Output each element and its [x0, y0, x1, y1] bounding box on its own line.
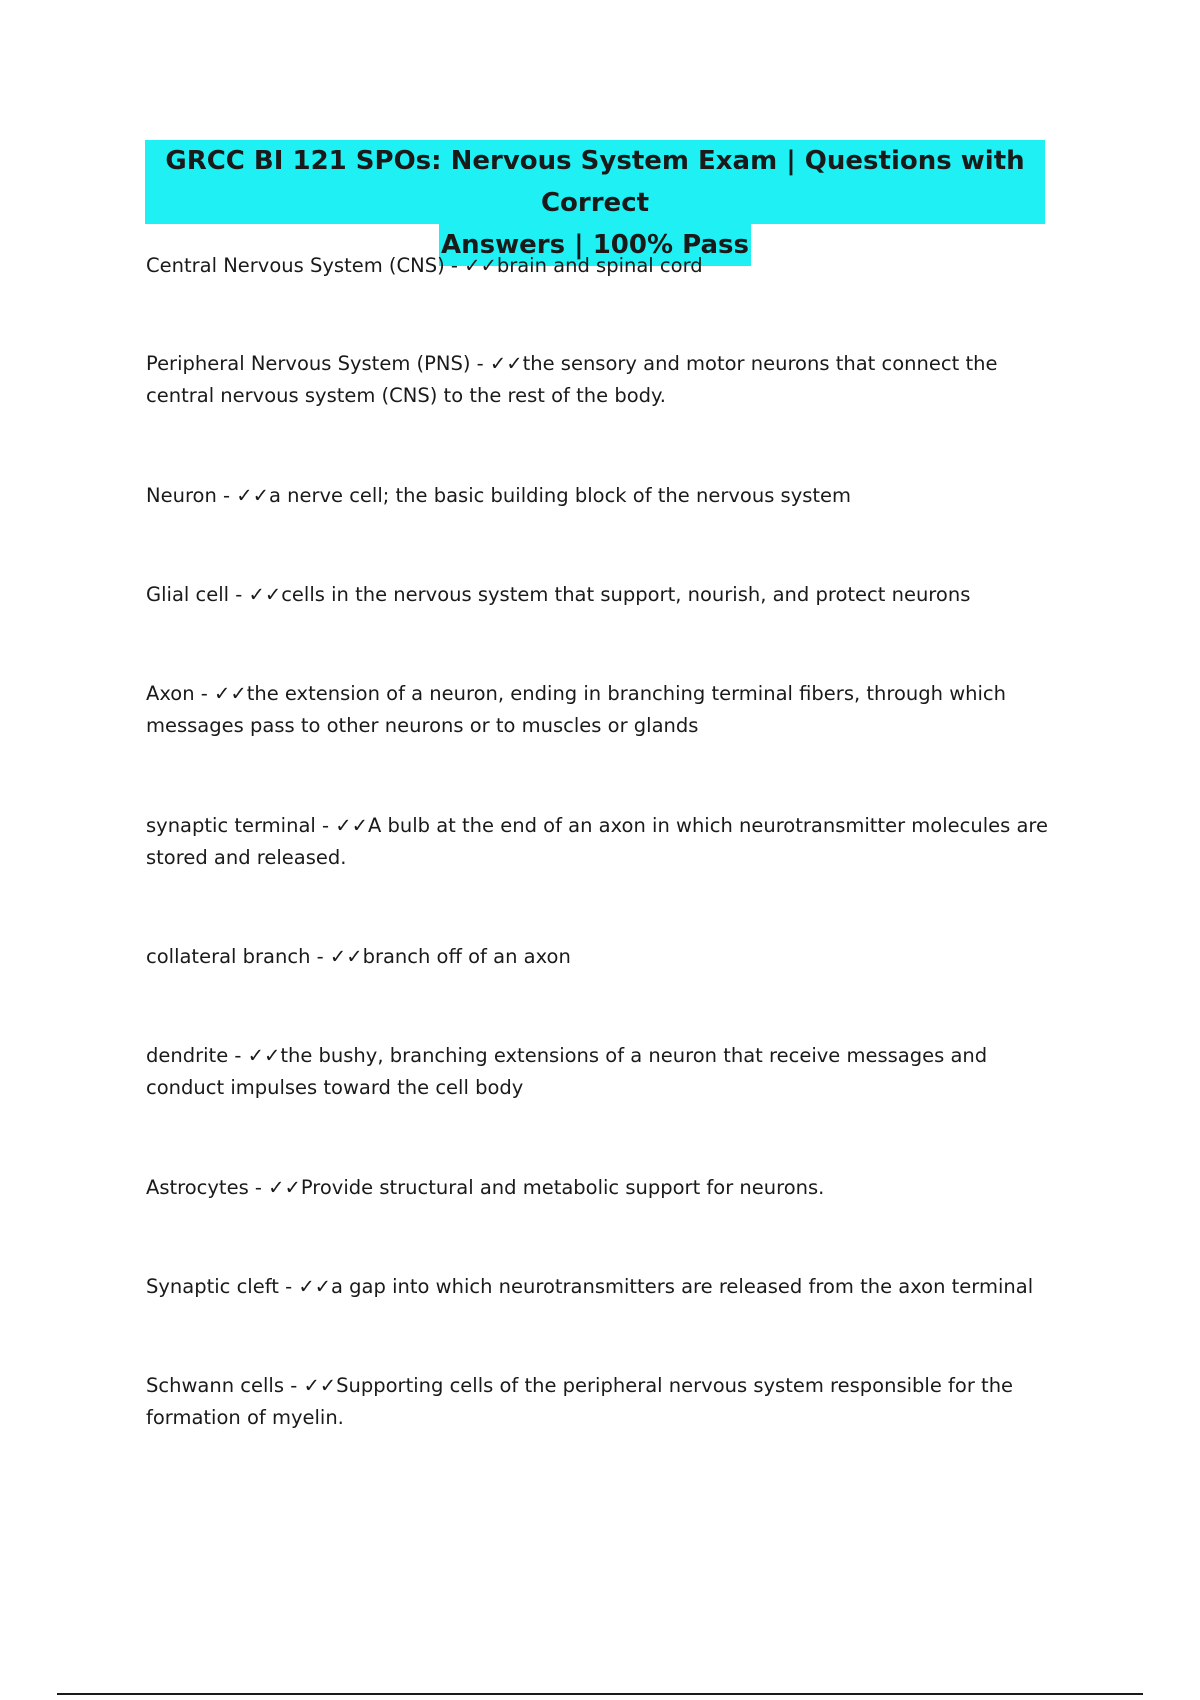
- entry-separator: -: [194, 682, 215, 705]
- entry-separator: -: [216, 484, 237, 507]
- entry-glial-cell: [146, 579, 1066, 611]
- entry-definition: branch off of an axon: [362, 945, 571, 968]
- entry-term: Schwann cells: [146, 1374, 284, 1397]
- entry-separator: -: [310, 945, 330, 968]
- double-check-icon: ✓✓: [214, 682, 247, 705]
- double-check-icon: ✓✓: [298, 1275, 332, 1298]
- entry-definition: Supporting cells of the peripheral nervous system responsible for the formation of myelin.: [146, 1374, 1014, 1429]
- double-check-icon: ✓✓: [464, 254, 497, 277]
- entry-dendrite: [146, 1040, 1066, 1104]
- entry-term: Central Nervous System (CNS): [146, 254, 445, 277]
- entry-schwann-cells: [146, 1370, 1066, 1434]
- entry-term: synaptic terminal: [146, 814, 316, 837]
- entry-definition: Provide structural and metabolic support for neurons.: [300, 1176, 825, 1199]
- double-check-icon: ✓✓: [268, 1176, 301, 1199]
- double-check-icon: ✓✓: [329, 945, 363, 968]
- double-check-icon: ✓✓: [248, 583, 282, 606]
- entry-definition: A bulb at the end of an axon in which neurotransmitter molecules are stored and released.: [146, 814, 1049, 869]
- double-check-icon: ✓✓: [335, 814, 368, 837]
- entry-term: Axon: [146, 682, 195, 705]
- entry-synaptic-cleft: [146, 1271, 1066, 1303]
- entry-axon: [146, 678, 1066, 742]
- entry-term: Synaptic cleft: [146, 1275, 279, 1298]
- entry-definition: the bushy, branching extensions of a neuron that receive messages and conduct impulses toward the cell body: [146, 1044, 988, 1099]
- entry-separator: -: [315, 814, 336, 837]
- entry-term: Astrocytes: [146, 1176, 249, 1199]
- entry-cns: [146, 250, 1066, 282]
- footer-divider: [57, 1693, 1143, 1695]
- entry-astrocytes: [146, 1172, 1066, 1204]
- entry-definition: the sensory and motor neurons that connect the central nervous system (CNS) to the rest of the body.: [146, 352, 998, 407]
- entry-definition: a gap into which neurotransmitters are released from the axon terminal: [331, 1275, 1034, 1298]
- entry-pns: [146, 348, 1066, 412]
- entry-separator: -: [470, 352, 490, 375]
- double-check-icon: ✓✓: [303, 1374, 337, 1397]
- entry-separator: -: [278, 1275, 299, 1298]
- entry-separator: -: [248, 1176, 269, 1199]
- title-line-2: Answers | 100% Pass: [439, 224, 751, 266]
- document-title: [145, 140, 1045, 266]
- entry-term: dendrite: [146, 1044, 229, 1067]
- entry-definition: the extension of a neuron, ending in branching terminal fibers, through which messages pass to other neurons or to muscles or glands: [146, 682, 1007, 737]
- entry-neuron: [146, 480, 1066, 512]
- entry-separator: -: [444, 254, 465, 277]
- entry-term: Glial cell: [146, 583, 230, 606]
- title-line-1: GRCC BI 121 SPOs: Nervous System Exam | Questions with Correct: [145, 140, 1045, 224]
- entry-term: collateral branch: [146, 945, 311, 968]
- entry-definition: a nerve cell; the basic building block of the nervous system: [268, 484, 852, 507]
- entry-separator: -: [229, 583, 249, 606]
- double-check-icon: ✓✓: [247, 1044, 281, 1067]
- entry-separator: -: [284, 1374, 304, 1397]
- entry-definition: brain and spinal cord: [496, 254, 703, 277]
- double-check-icon: ✓✓: [236, 484, 269, 507]
- entry-collateral-branch: [146, 941, 1066, 973]
- entry-synaptic-terminal: [146, 810, 1066, 874]
- entry-definition: cells in the nervous system that support, nourish, and protect neurons: [281, 583, 971, 606]
- double-check-icon: ✓✓: [489, 352, 523, 375]
- entry-term: Neuron: [146, 484, 217, 507]
- entry-separator: -: [228, 1044, 248, 1067]
- entry-term: Peripheral Nervous System (PNS): [146, 352, 471, 375]
